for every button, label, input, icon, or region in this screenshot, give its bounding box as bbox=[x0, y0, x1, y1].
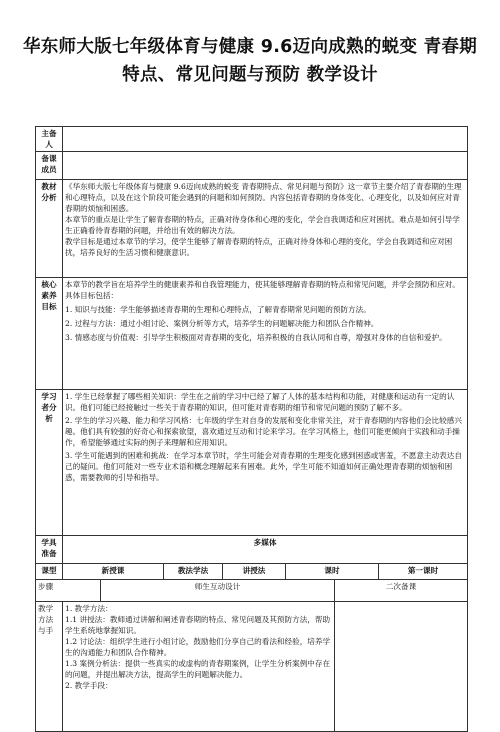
type-value: 新授课 bbox=[63, 564, 164, 580]
document-title: 华东师大版七年级体育与健康 9.6迈向成熟的蜕变 青春期特点、常见问题与预防 教学设计 bbox=[22, 37, 478, 85]
interaction-label: 师生互动设计 bbox=[101, 580, 335, 602]
methods-line: 2. 教学手段： bbox=[65, 681, 113, 690]
analysis-paragraph: 《华东师大版七年级体育与健康 9.6迈向成熟的蜕变 青春期特点、常见问题与预防》这一章节主要介绍了青春期的生理和心理特点，以及在这个阶段可能会遇到的问题和如何预防。内容包括青春期的身体变化、心理变化，以及如何应对青春期的烦恼和困惑。 bbox=[65, 182, 462, 213]
literacy-label: 核心素养目标 bbox=[36, 278, 63, 390]
tools-label: 学具准备 bbox=[36, 536, 63, 564]
methods-line: 1.2 讨论法：组织学生进行小组讨论，鼓励他们分享自己的看法和经验，培养学生的沟通能力和团队合作精神。 bbox=[65, 637, 331, 657]
revision-content bbox=[335, 602, 468, 732]
learners-label: 学习者分析 bbox=[36, 390, 63, 536]
methods-label: 教学方法与手 bbox=[36, 602, 63, 732]
revision-label: 二次备课 bbox=[335, 580, 468, 602]
period-value: 第一课时 bbox=[379, 564, 468, 580]
preparer-value bbox=[63, 127, 468, 152]
tools-value: 多媒体 bbox=[63, 536, 468, 564]
literacy-content bbox=[63, 278, 468, 390]
row-literacy bbox=[36, 278, 468, 390]
analysis-paragraph: 教学目标是通过本章节的学习，使学生能够了解青春期的特点，正确对待身体和心理的变化，学会自我调适和应对困扰，培养良好的生活习惯和健康意识。 bbox=[65, 237, 453, 257]
literacy-paragraph: 本章节的教学旨在培养学生的健康素养和自我管理能力，使其能够理解青春期的特点和常见问题，并学会预防和应对。具体目标包括： bbox=[65, 280, 460, 300]
preparer-label: 主备人 bbox=[36, 127, 63, 152]
literacy-paragraph: 2. 过程与方法：通过小组讨论、案例分析等方式，培养学生的问题解决能力和团队合作精神。 bbox=[65, 319, 379, 328]
row-tools bbox=[36, 536, 468, 564]
methods-line: 1.1 讲授法：教师通过讲解和阐述青春期的特点、常见问题及其预防方法，帮助学生系统地掌握知识。 bbox=[65, 615, 331, 635]
analysis-label: 教材分析 bbox=[36, 180, 63, 278]
row-course-info bbox=[36, 564, 468, 580]
analysis-content bbox=[63, 180, 468, 278]
learners-paragraph: 3. 学生可能遇到的困难和挑战：在学习本章节时，学生可能会对青春期的生理变化感到困惑或害羞，不愿意主动表达自己的疑问。他们可能对一些专业术语和概念理解起来有困难。此外，学生可能不知道如何正确处理青春期的烦恼和困惑，需要教师的引导和指导。 bbox=[65, 451, 462, 482]
literacy-paragraph: 1. 知识与技能：学生能够描述青春期的生理和心理特点，了解青春期常见问题的预防方法。 bbox=[65, 305, 371, 314]
literacy-paragraph: 3. 情感态度与价值观：引导学生积极面对青春期的变化，培养积极的自我认同和自尊，增强对身体的自信和爱护。 bbox=[65, 333, 447, 342]
members-value bbox=[63, 152, 468, 180]
methods-line: 1. 教学方法： bbox=[65, 604, 113, 613]
methods-line: 1.3 案例分析法：提供一些真实的或虚构的青春期案例，让学生分析案例中存在的问题，并提出解决方法，提高学生的问题解决能力。 bbox=[65, 659, 331, 679]
steps-label: 步骤 bbox=[36, 580, 101, 602]
row-members bbox=[36, 152, 468, 180]
members-label: 备课成员 bbox=[36, 152, 63, 180]
analysis-paragraph: 本章节的重点是让学生了解青春期的特点，正确对待身体和心理的变化，学会自我调适和应对困扰。难点是如何引导学生正确看待青春期的问题，并给出有效的解决方法。 bbox=[65, 215, 460, 235]
period-label: 课时 bbox=[286, 564, 379, 580]
row-analysis bbox=[36, 180, 468, 278]
learners-content bbox=[63, 390, 468, 536]
row-learners bbox=[36, 390, 468, 536]
row-preparer bbox=[36, 127, 468, 152]
learners-paragraph: 1. 学生已经掌握了哪些相关知识：学生在之前的学习中已经了解了人体的基本结构和功能，对健康和运动有一定的认识。他们可能已经接触过一些关于青春期的知识，但可能对青春期的细节和常见问题的预防了解不多。 bbox=[65, 392, 455, 412]
row-step-header bbox=[36, 580, 468, 602]
methods-content bbox=[63, 602, 335, 732]
lesson-plan-table bbox=[35, 126, 468, 732]
method-value: 讲授法 bbox=[223, 564, 286, 580]
learners-paragraph: 2. 学生的学习兴趣、能力和学习风格：七年级的学生对自身的发展和变化非常关注，对于青春期的内容他们会比较感兴趣。他们具有较强的好奇心和探索欲望，喜欢通过互动和讨论来学习。在学习风格上，他们可能更倾向于实践和动手操作，希望能够通过实际的例子来理解和应用知识。 bbox=[65, 416, 462, 447]
type-label: 课型 bbox=[36, 564, 63, 580]
method-label: 教法学法 bbox=[164, 564, 223, 580]
row-methods bbox=[36, 602, 468, 732]
